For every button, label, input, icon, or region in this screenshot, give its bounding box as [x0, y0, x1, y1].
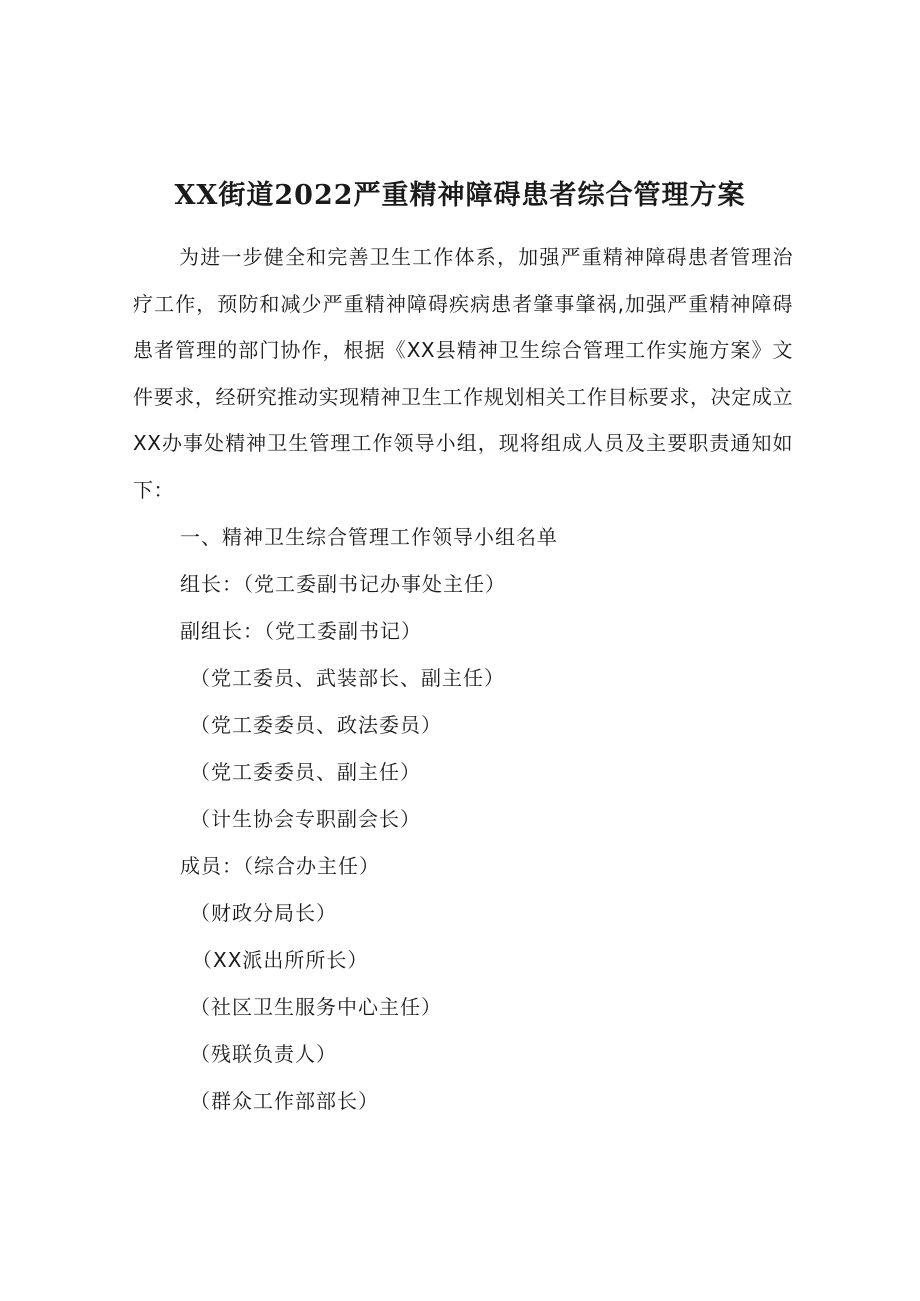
member-item: （财政分局长）	[190, 901, 337, 925]
deputy-item: （计生协会专职副会长）	[190, 807, 421, 831]
member-item: （XX派出所所长）	[192, 948, 369, 972]
deputy-item: （党工委委员、政法委员）	[190, 713, 442, 737]
intro-paragraph: 为进一步健全和完善卫生工作体系，加强严重精神障碍患者管理治疗工作，预防和减少严重精神障碍疾病患者肇事肇祸,加强严重精神障碍患者管理的部门协作，根据《XX县精神卫生综合管理工作实施方案》文件要求，经研究推动实现精神卫生工作规划相关工作目标要求，决定成立XX办事处精神卫生管理工作领导小组，现将组成人员及主要职责通知如下：	[133, 245, 793, 502]
members-line: 成员：（综合办主任）	[180, 854, 380, 878]
leader-line: 组长：（党工委副书记办事处主任）	[180, 572, 506, 596]
member-item: （群众工作部部长）	[190, 1089, 379, 1113]
deputy-leader-line: 副组长：（党工委副书记）	[180, 619, 422, 643]
document-body	[133, 234, 793, 514]
member-item: （残联负责人）	[190, 1042, 337, 1066]
section-heading: 一、精神卫生综合管理工作领导小组名单	[180, 525, 558, 549]
deputy-item: （党工委员、武装部长、副主任）	[190, 666, 505, 690]
deputy-item: （党工委委员、副主任）	[190, 760, 421, 784]
member-item: （社区卫生服务中心主任）	[190, 995, 442, 1019]
document-title: XX街道2022严重精神障碍患者综合管理方案	[174, 180, 746, 211]
